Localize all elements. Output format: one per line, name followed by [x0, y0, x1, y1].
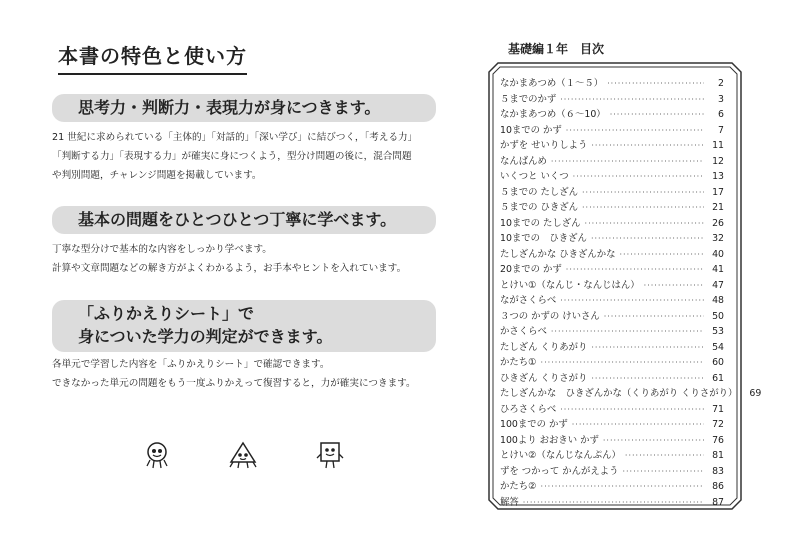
toc-item-page: 72: [712, 419, 724, 430]
body-line: できなかった単元の問題をもう一度ふりかえって復習すると，力が確実につきます。: [52, 378, 416, 389]
toc-item-label: 10までの かず: [500, 124, 562, 136]
toc-title: 基礎編１年 目次: [508, 42, 605, 56]
toc-item-page: 81: [712, 450, 724, 461]
toc-leader-dots: [551, 157, 704, 166]
section-body-2: [52, 240, 452, 278]
toc-item-page: 50: [712, 310, 724, 322]
toc-leader-dots: [610, 110, 704, 119]
toc-item-label: 100までの かず: [500, 419, 568, 430]
toc-leader-dots: [551, 327, 704, 336]
toc-item: [500, 261, 724, 277]
toc-leader-dots: [591, 343, 704, 352]
toc-item-label: 100より おおきい かず: [500, 434, 599, 446]
toc-item: [500, 416, 724, 432]
toc-item-page: 60: [712, 357, 724, 368]
toc-item: [500, 199, 724, 215]
toc-item-label: とけい①（なんじ・なんじはん）: [500, 279, 640, 291]
toc-item-label: ５までのかず: [500, 93, 557, 105]
toc-item-page: 3: [718, 93, 724, 105]
toc-item-label: かさくらべ: [500, 326, 547, 337]
toc-item-label: いくつと いくつ: [500, 171, 569, 182]
toc-item-page: 53: [712, 326, 724, 337]
toc-item: [500, 75, 724, 91]
section-heading-1: [52, 94, 436, 122]
toc-leader-dots: [622, 467, 704, 476]
toc-leader-dots: [566, 265, 704, 274]
toc-item-page: 54: [712, 341, 724, 353]
toc-item-page: 69: [749, 388, 762, 399]
body-line: 21 世紀に求められている「主体的」「対話的」「深い学び」に結びつく，「考える力」: [52, 132, 418, 143]
toc-item-label: たしざん くりあがり: [500, 341, 588, 353]
toc-item-page: 83: [712, 465, 724, 477]
toc-leader-dots: [603, 436, 704, 445]
toc-item-label: とけい②（なんじなんぷん）: [500, 450, 621, 461]
toc-item-label: かたち②: [500, 481, 537, 492]
body-line: 計算や文章問題などの解き方がよくわかるよう，お手本やヒントを入れています。: [52, 263, 407, 274]
toc-item-page: 13: [712, 171, 724, 182]
toc-item-label: かずを せいりしよう: [500, 140, 588, 151]
toc-leader-dots: [625, 451, 704, 460]
toc-item: [500, 137, 724, 153]
toc-item-label: なんばんめ: [500, 155, 547, 167]
toc-item: [500, 308, 724, 324]
toc-item: [500, 339, 724, 355]
section-heading-line: 基本の問題をひとつひとつ丁寧に学べます。: [78, 210, 397, 229]
square-character-icon: [315, 440, 345, 470]
section-heading-2: [52, 206, 436, 234]
toc-item-label: ５までの ひきざん: [500, 202, 578, 213]
toc-item-label: 10までの たしざん: [500, 217, 581, 229]
toc-item: [500, 463, 724, 479]
body-line: や判別問題，チャレンジ問題を掲載しています。: [52, 170, 262, 181]
toc-item-page: 12: [712, 155, 724, 167]
toc-item: [500, 478, 724, 494]
toc-item-label: 10までの ひきざん: [500, 233, 587, 244]
toc-leader-dots: [566, 126, 704, 135]
circle-character-icon: [142, 440, 172, 470]
toc-item-page: 86: [712, 481, 724, 492]
body-line: 各単元で学習した内容を「ふりかえりシート」で確認できます。: [52, 359, 330, 370]
toc-item-page: 11: [712, 140, 724, 151]
toc-item-page: 48: [712, 295, 724, 306]
toc-item: [500, 91, 724, 107]
section-heading-line: 「ふりかえりシート」で: [78, 304, 255, 323]
toc-item-page: 32: [712, 233, 724, 244]
toc-item: [500, 153, 724, 169]
toc-item-label: ５までの たしざん: [500, 186, 578, 198]
section-heading-line: 身についた学力の判定ができます。: [78, 327, 333, 346]
toc-item: [500, 184, 724, 200]
toc-item-page: 76: [712, 434, 724, 446]
toc-item: [500, 323, 724, 339]
toc-item: [500, 432, 724, 448]
toc-item-label: たしざんかな ひきざんかな: [500, 248, 616, 260]
toc-item-label: かたち①: [500, 357, 537, 368]
toc-item-label: ひろさくらべ: [500, 403, 557, 415]
toc-item-label: なかまあつめ（１～５）: [500, 78, 604, 89]
toc-item: [500, 277, 724, 293]
toc-item: [500, 447, 724, 463]
toc-item-label: たしざんかな ひきざんかな（くりあがり くりさがり）: [500, 388, 738, 399]
toc-item-label: ひきざん くりさがり: [500, 372, 588, 384]
toc-leader-dots: [591, 374, 704, 383]
toc-leader-dots: [604, 312, 704, 321]
toc-item-page: 40: [712, 248, 724, 260]
toc-leader-dots: [560, 405, 704, 414]
toc-leader-dots: [607, 79, 704, 88]
section-heading-3: [52, 300, 436, 352]
toc-leader-dots: [619, 250, 704, 259]
toc-item: [500, 106, 724, 122]
toc-item: [500, 385, 762, 401]
section-heading-line: 思考力・判断力・表現力が身につきます。: [78, 98, 381, 117]
toc-item-label: ずを つかって かんがえよう: [500, 465, 619, 477]
toc-list: [500, 75, 762, 509]
toc-leader-dots: [560, 296, 704, 305]
toc-item-page: 7: [718, 124, 724, 136]
toc-item-label: ３つの かずの けいさん: [500, 310, 600, 322]
section-body-1: [52, 128, 452, 185]
toc-item-page: 17: [712, 186, 724, 198]
toc-item-page: 87: [712, 496, 724, 508]
toc-item-label: なかまあつめ（６～10）: [500, 109, 606, 120]
toc-leader-dots: [541, 482, 704, 491]
toc-leader-dots: [573, 172, 704, 181]
toc-item-label: ながさくらべ: [500, 295, 557, 306]
toc-item-page: 21: [712, 202, 724, 213]
toc-item: [500, 401, 724, 417]
toc-leader-dots: [523, 498, 704, 507]
section-body-3: [52, 355, 452, 393]
toc-leader-dots: [585, 219, 704, 228]
toc-item-page: 41: [712, 264, 724, 275]
page-title: 本書の特色と使い方: [58, 40, 247, 75]
toc-leader-dots: [644, 281, 704, 290]
toc-leader-dots: [591, 141, 704, 150]
toc-item: [500, 168, 724, 184]
toc-item: [500, 230, 724, 246]
toc-item: [500, 494, 724, 510]
toc-item-page: 47: [712, 279, 724, 291]
toc-leader-dots: [591, 234, 704, 243]
toc-item-label: 20までの かず: [500, 264, 562, 275]
toc-item: [500, 370, 724, 386]
toc-item: [500, 122, 724, 138]
toc-leader-dots: [582, 203, 704, 212]
triangle-character-icon: [228, 440, 258, 470]
toc-leader-dots: [582, 188, 704, 197]
toc-item-page: 2: [718, 78, 724, 89]
toc-item: [500, 354, 724, 370]
toc-item-page: 61: [712, 372, 724, 384]
body-line: 丁寧な型分けで基本的な内容をしっかり学べます。: [52, 244, 272, 255]
toc-item: [500, 215, 724, 231]
toc-leader-dots: [572, 420, 704, 429]
toc-leader-dots: [541, 358, 704, 367]
toc-item: [500, 292, 724, 308]
toc-item-page: 6: [718, 109, 724, 120]
toc-item-page: 26: [712, 217, 724, 229]
toc-item-page: 71: [712, 403, 724, 415]
toc-leader-dots: [560, 95, 704, 104]
toc-item: [500, 246, 724, 262]
body-line: 「判断する力」「表現する力」が確実に身につくよう，型分け問題の後に，混合問題: [52, 151, 412, 162]
toc-item-label: 解答: [500, 496, 519, 508]
